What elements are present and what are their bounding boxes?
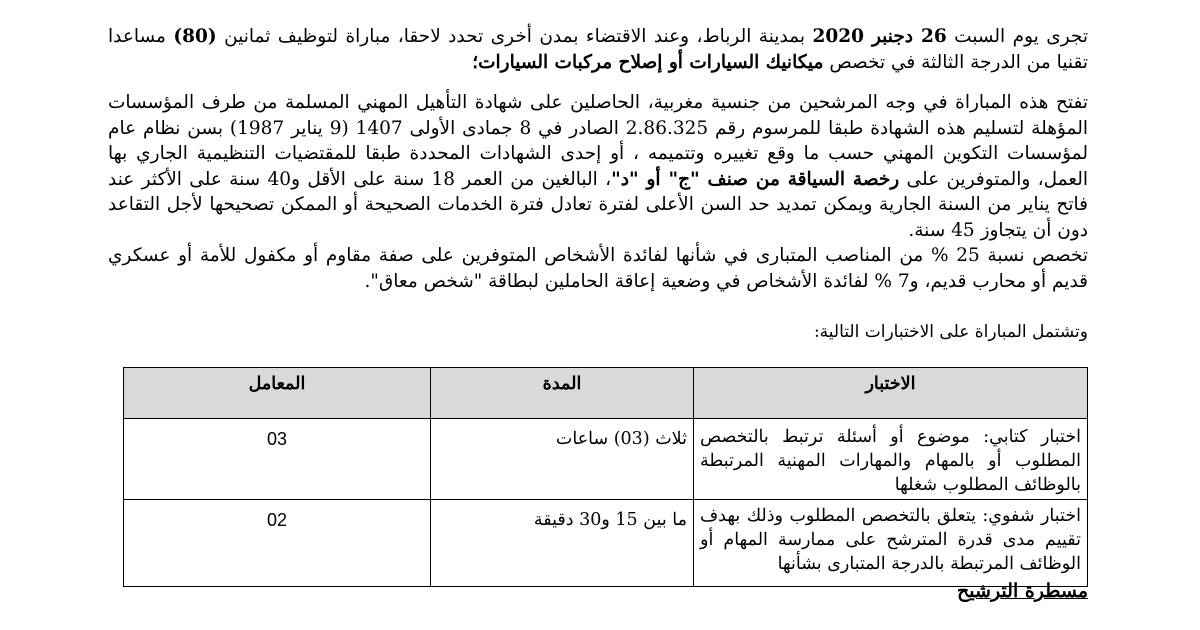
table-row: [124, 500, 1088, 587]
text-segment: مساعدا تقنيا من الدرجة الثالثة في تخصص: [108, 26, 1088, 73]
text-segment: تفتح هذه المباراة في وجه المرشحين من جنسية مغربية، الحاصلين على شهادة التأهيل المهني المسلمة من طرف المؤسسات المؤهلة لتسليم هذه الشهادة طبقا للمرسوم رقم 2.86.325 الصادر في 8 جمادى الأولى 1407 (9 يناير 1987) بسن نظام عام لمؤسسات التكوين المهني حسب ما وقع تغييره وتتميمه ، أو إحدى الشهادات المحددة طبقا للمقتضيات التنظيمية الجاري بها العمل، والمتوفرين على: [108, 92, 1089, 190]
paragraph-exam-announcement: [108, 24, 1088, 75]
section-title-application-procedure: مسطرة الترشيح: [957, 580, 1088, 602]
driving-license-requirement: رخصة السياقة من صنف "ج" أو "د": [611, 168, 900, 190]
cell-duration: ثلاث (03) ساعات: [431, 419, 694, 500]
cell-coefficient: 03: [124, 419, 431, 500]
cell-test: اختبار شفوي: يتعلق بالتخصص المطلوب وذلك بهدف تقييم مدى قدرة المترشح على ممارسة المهام أو الوظائف المرتبطة بالدرجة المتبارى بشأنها: [694, 500, 1088, 587]
exam-date: 26 دجنبر 2020: [812, 26, 947, 47]
paragraph-eligibility: [108, 90, 1088, 243]
tests-intro: وتشتمل المباراة على الاختبارات التالية:: [813, 322, 1088, 342]
table-header-row: [124, 368, 1088, 419]
cell-test: اختبار كتابي: موضوع أو أسئلة ترتبط بالتخصص المطلوب أو بالمهام والمهارات المهنية المرتبطة بالوظائف المطلوب شغلها: [694, 419, 1088, 500]
table-row: [124, 419, 1088, 500]
specialty: ميكانيك السيارات أو إصلاح مركبات السيارات؛: [472, 51, 824, 73]
text-segment: بمدينة الرباط، وعند الاقتضاء بمدن أخرى تحدد لاحقا، مباراة لتوظيف ثمانين: [216, 26, 813, 47]
text-segment: ، البالغين من العمر 18 سنة على الأقل و40 سنة على الأكثر عند فاتح يناير من السنة الجارية ويمكن تمديد حد السن الأعلى لفترة تعادل فترة الخدمات الصحيحة أو الممكن تصحيحها لأجل التقاعد دون أن يتجاوز 45 سنة.: [108, 168, 1088, 241]
header-coefficient: المعامل: [124, 368, 431, 419]
tests-table: [123, 367, 1088, 587]
cell-duration: ما بين 15 و30 دقيقة: [431, 500, 694, 587]
header-duration: المدة: [431, 368, 694, 419]
header-test: الاختبار: [694, 368, 1088, 419]
positions-count: (80): [173, 26, 217, 47]
cell-coefficient: 02: [124, 500, 431, 587]
paragraph-quota: تخصص نسبة 25 % من المناصب المتبارى في شأنها لفائدة الأشخاص المتوفرين على صفة مقاوم أو مكفول للأمة أو عسكري قديم أو محارب قديم، و7 % لفائدة الأشخاص في وضعية إعاقة الحاملين لبطاقة "شخص معاق".: [108, 245, 1088, 292]
text-segment: تجرى يوم السبت: [946, 26, 1088, 47]
